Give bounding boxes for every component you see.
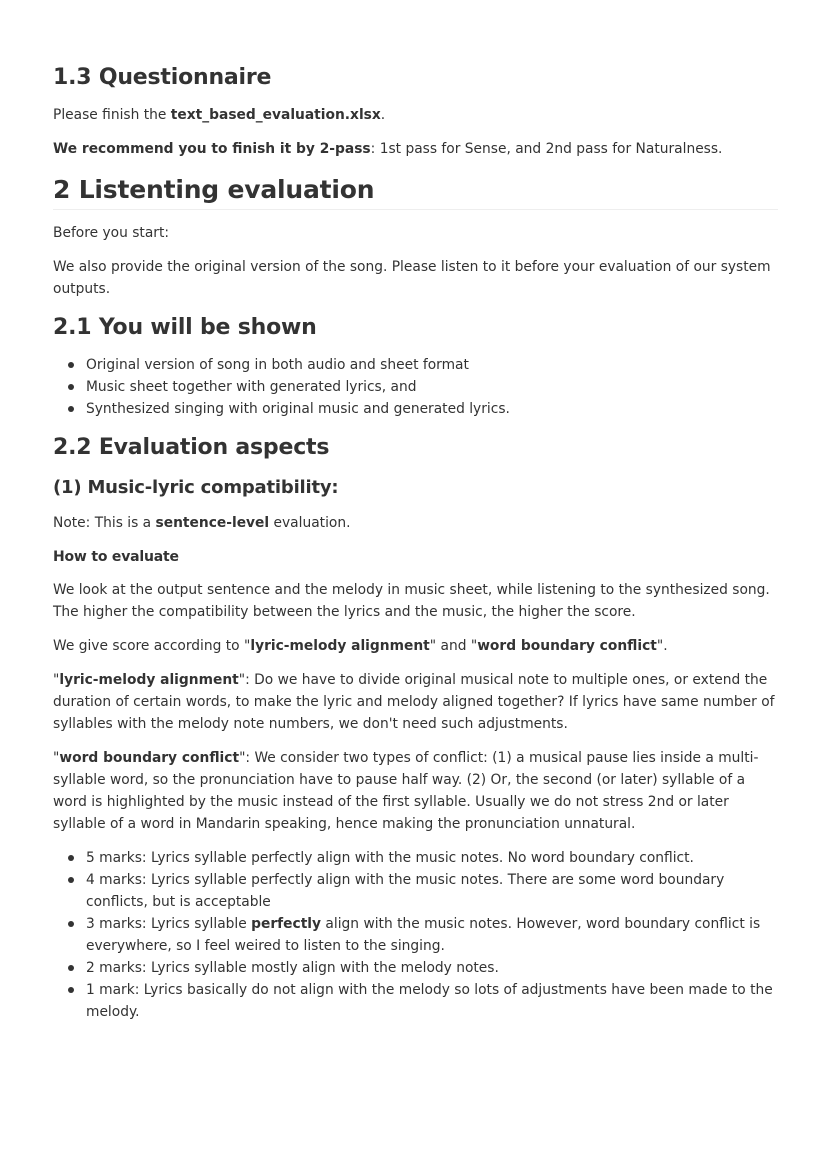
questionnaire-instruction bbox=[53, 104, 778, 126]
list-item-3-marks bbox=[86, 913, 778, 957]
section-heading-shown: 2.1 You will be shown bbox=[53, 315, 317, 340]
before-start-text: Before you start: bbox=[53, 225, 170, 241]
score-criteria-text bbox=[53, 635, 778, 657]
instruction-text: Please finish the bbox=[53, 107, 171, 123]
marks-text-end: align with the music notes. However, word boundary conflict is everywhere, so I feel weired to listen to the singing. bbox=[86, 916, 761, 954]
definition-text: ": We consider two types of conflict: (1) a musical pause lies inside a multi-syllable word, so the pronunciation have to pause half way. (2) Or, the second (or later) syllable of a word is highlighted by the music instead of the first syllable. Usually we do not stress 2nd or later syllable of a word in Mandarin speaking, hence making the pronunciation unnatural. bbox=[53, 750, 759, 832]
criteria-bold-conflict: word boundary conflict bbox=[477, 638, 657, 654]
definition-text: ": Do we have to divide original musical note to multiple ones, or extend the duration of certain words, to make the lyric and melody aligned together? If lyrics have same number of syllables with the melody note numbers, we don't need such adjustments. bbox=[53, 672, 775, 732]
list-item-2-marks: 2 marks: Lyrics syllable mostly align with the melody notes. bbox=[86, 957, 778, 979]
recommendation-bold: We recommend you to finish it by 2-pass bbox=[53, 141, 371, 157]
note-bold: sentence-level bbox=[155, 515, 270, 531]
level-note bbox=[53, 512, 778, 534]
section-heading-questionnaire: 1.3 Questionnaire bbox=[53, 65, 272, 90]
list-item: Synthesized singing with original music and generated lyrics. bbox=[86, 398, 778, 420]
definition-term: lyric-melody alignment bbox=[59, 672, 239, 688]
list-item: Original version of song in both audio and sheet format bbox=[86, 354, 778, 376]
word-boundary-conflict-definition bbox=[53, 747, 778, 835]
how-to-evaluate-text: We look at the output sentence and the melody in music sheet, while listening to the synthesized song. The higher the compatibility between the lyrics and the music, the higher the score. bbox=[53, 582, 770, 620]
filename-text: text_based_evaluation.xlsx bbox=[170, 107, 381, 123]
list-item-1-mark: 1 mark: Lyrics basically do not align with the melody so lots of adjustments have been made to the melody. bbox=[86, 979, 778, 1023]
lyric-melody-alignment-definition bbox=[53, 669, 778, 735]
section-heading-aspects: 2.2 Evaluation aspects bbox=[53, 435, 330, 460]
marks-text: 3 marks: Lyrics syllable bbox=[86, 916, 252, 932]
list-item-5-marks: 5 marks: Lyrics syllable perfectly align with the music notes. No word boundary conflict. bbox=[86, 847, 778, 869]
list-item: Music sheet together with generated lyrics, and bbox=[86, 376, 778, 398]
how-to-evaluate-heading: How to evaluate bbox=[53, 549, 179, 565]
note-text-end: evaluation. bbox=[269, 515, 351, 531]
definition-term: word boundary conflict bbox=[59, 750, 240, 766]
marks-list bbox=[53, 847, 778, 1023]
chapter-heading-listening: 2 Listenting evaluation bbox=[53, 172, 778, 210]
note-text: Note: This is a bbox=[53, 515, 156, 531]
instruction-period: . bbox=[380, 107, 386, 123]
criteria-text-end: ". bbox=[656, 638, 668, 654]
recommendation-text: : 1st pass for Sense, and 2nd pass for Naturalness. bbox=[370, 141, 723, 157]
original-version-note: We also provide the original version of the song. Please listen to it before your evaluation of our system outputs. bbox=[53, 259, 771, 297]
subheading-music-lyric: (1) Music-lyric compatibility: bbox=[53, 477, 339, 498]
shown-items-list bbox=[53, 354, 778, 420]
marks-bold: perfectly bbox=[251, 916, 322, 932]
quote-mark: " bbox=[53, 672, 60, 688]
criteria-text: We give score according to " bbox=[53, 638, 251, 654]
questionnaire-recommendation bbox=[53, 138, 778, 160]
criteria-bold-alignment: lyric-melody alignment bbox=[250, 638, 430, 654]
quote-mark: " bbox=[53, 750, 60, 766]
criteria-text-mid: " and " bbox=[429, 638, 478, 654]
list-item-4-marks: 4 marks: Lyrics syllable perfectly align with the music notes. There are some word boundary conflicts, but is acceptable bbox=[86, 869, 778, 913]
